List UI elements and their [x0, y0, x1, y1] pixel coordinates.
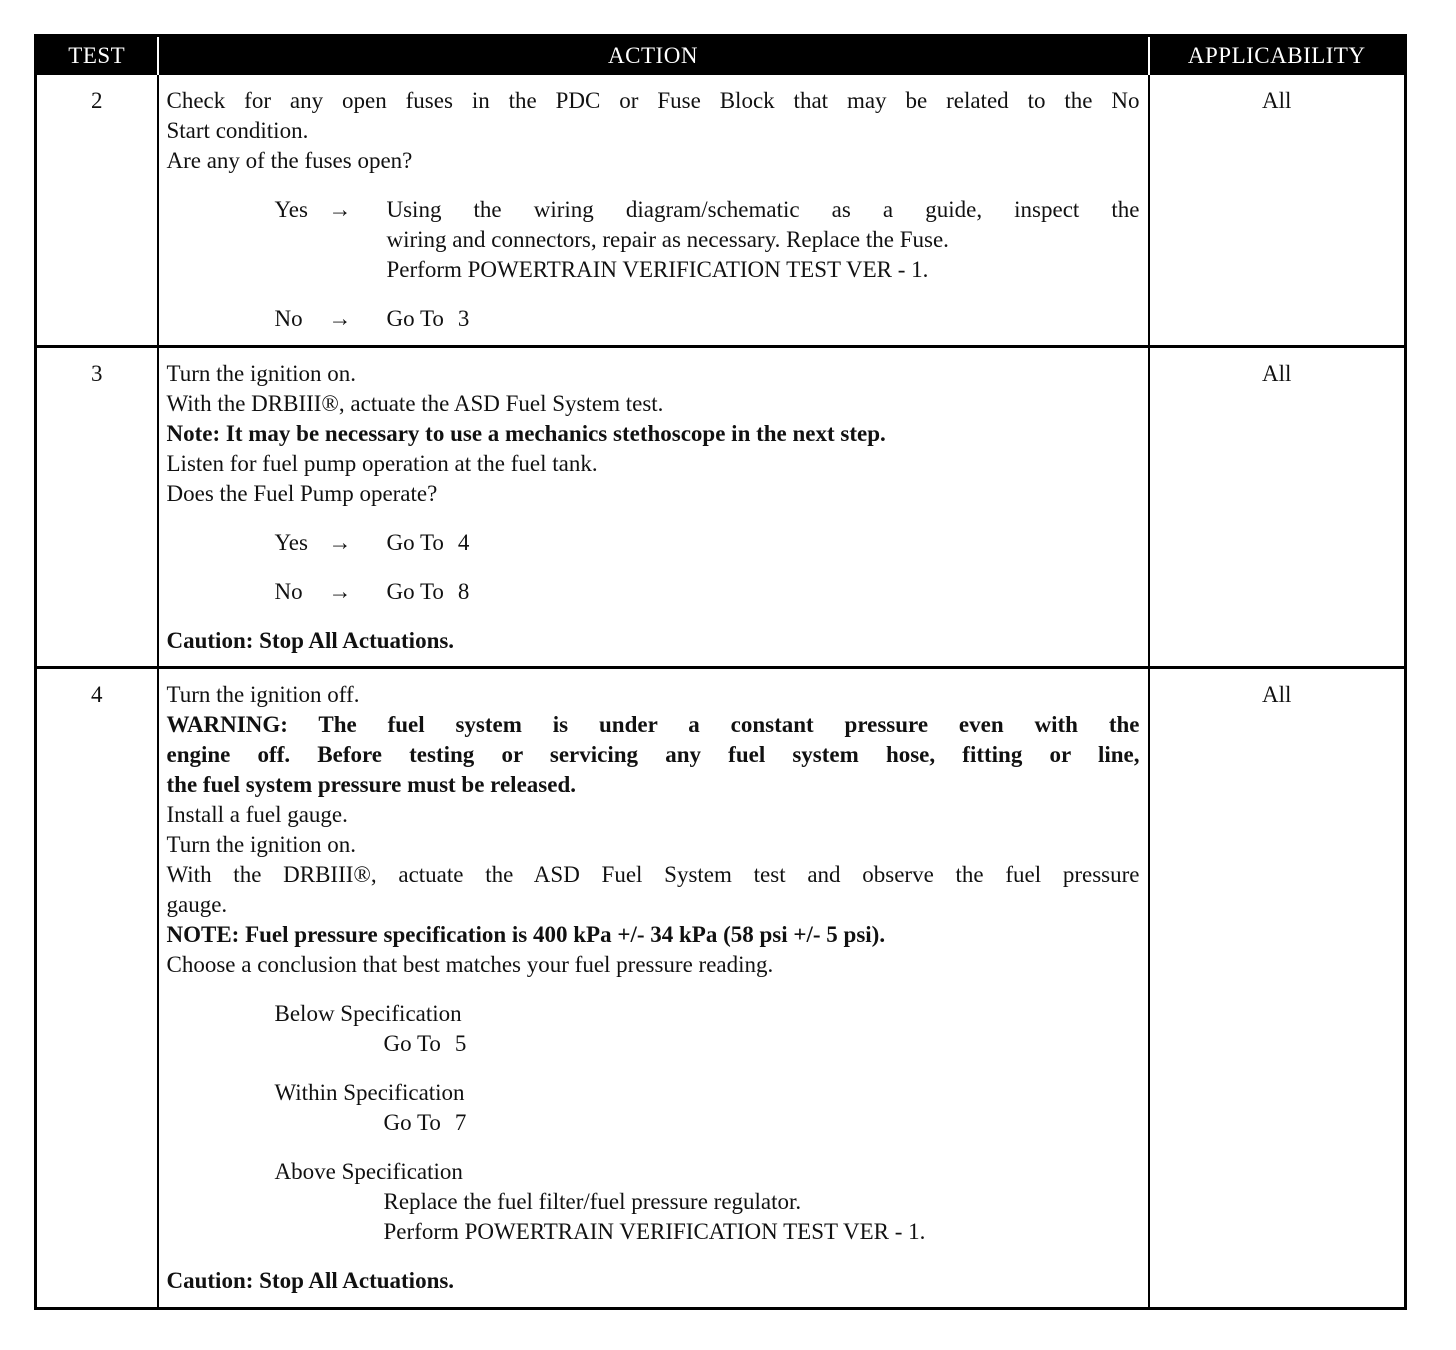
- note-text: Note: It may be necessary to use a mechanics stethoscope in the next step.: [166, 420, 886, 446]
- warning-text: engine off. Before testing or servicing any fuel system hose, fitting or line,: [166, 741, 1140, 767]
- right-arrow-icon: →: [328, 306, 352, 331]
- right-arrow-icon: →: [328, 578, 352, 604]
- note-text: NOTE: Fuel pressure specification is 400 kPa +/- 34 kPa (58 psi +/- 5 psi).: [166, 921, 886, 947]
- conclusion-above-spec: [275, 1157, 1140, 1247]
- goto-number: 3: [457, 306, 470, 331]
- action-text: Install a fuel gauge.: [166, 801, 348, 827]
- yes-result: [387, 195, 1140, 285]
- conclusion-below-spec: [275, 999, 1140, 1059]
- goto-text: Go To: [383, 1109, 441, 1135]
- yes-answer: [275, 195, 1140, 285]
- table-row: [36, 667, 1406, 1308]
- no-result: [387, 577, 1140, 607]
- yes-result: [387, 528, 1140, 558]
- action-text: Turn the ignition off.: [166, 681, 360, 707]
- result-text: wiring and connectors, repair as necessary. Replace the Fuse.: [386, 227, 949, 252]
- conclusion-within-spec: [275, 1078, 1140, 1138]
- action-cell: [158, 75, 1149, 346]
- action-text: gauge.: [166, 891, 228, 917]
- applicability-value: All: [1149, 346, 1406, 667]
- action-text: With the DRBIII®, actuate the ASD Fuel System test.: [166, 390, 664, 416]
- conclusion-result: Perform POWERTRAIN VERIFICATION TEST VER - 1.: [383, 1218, 926, 1244]
- column-header-test: TEST: [36, 36, 158, 76]
- conclusion-label: Within Specification: [274, 1079, 465, 1105]
- question-text: Does the Fuel Pump operate?: [166, 480, 438, 506]
- yes-label: Yes: [274, 197, 308, 222]
- column-header-applicability: APPLICABILITY: [1149, 36, 1406, 76]
- goto-text: Go To: [386, 578, 444, 604]
- no-label: No: [274, 578, 303, 604]
- warning-text: the fuel system pressure must be released.: [166, 771, 576, 797]
- yes-label: Yes: [274, 529, 308, 555]
- no-answer: [275, 577, 1140, 607]
- action-text: Start condition.: [166, 118, 309, 143]
- table-row: [36, 346, 1406, 667]
- table-header-row: [36, 36, 1406, 76]
- goto-text: Go To: [386, 306, 444, 331]
- question-text: Choose a conclusion that best matches your fuel pressure reading.: [166, 951, 774, 977]
- conclusion-label: Below Specification: [274, 1000, 462, 1026]
- action-cell: [158, 667, 1149, 1308]
- no-answer: [275, 304, 1140, 334]
- test-number: 4: [36, 667, 158, 1308]
- table-row: [36, 75, 1406, 346]
- action-text: With the DRBIII®, actuate the ASD Fuel System test and observe the fuel pressure: [166, 861, 1140, 887]
- applicability-value: All: [1149, 75, 1406, 346]
- right-arrow-icon: →: [328, 197, 352, 222]
- goto-text: Go To: [386, 529, 444, 555]
- column-header-action: ACTION: [158, 36, 1149, 76]
- conclusion-result: [384, 1108, 1140, 1138]
- right-arrow-icon: →: [328, 529, 352, 555]
- no-result: [387, 304, 1140, 334]
- test-number: 2: [91, 88, 103, 113]
- question-text: Are any of the fuses open?: [166, 148, 413, 173]
- caution-text: Caution: Stop All Actuations.: [166, 627, 455, 653]
- applicability-value: All: [1149, 667, 1406, 1308]
- diagnostic-test-sheet: [34, 34, 1404, 1310]
- diagnostic-test-table: [34, 34, 1407, 1310]
- conclusion-result: Replace the fuel filter/fuel pressure regulator.: [383, 1188, 802, 1214]
- action-text: Turn the ignition on.: [166, 831, 357, 857]
- test-number: 3: [36, 346, 158, 667]
- yes-answer: [275, 528, 1140, 558]
- goto-number: 8: [457, 578, 470, 604]
- goto-text: Go To: [383, 1030, 441, 1056]
- conclusion-result: [384, 1029, 1140, 1059]
- action-text: Listen for fuel pump operation at the fuel tank.: [166, 450, 598, 476]
- action-text: Check for any open fuses in the PDC or Fuse Block that may be related to the No: [166, 88, 1140, 113]
- result-text: Perform POWERTRAIN VERIFICATION TEST VER - 1.: [386, 257, 929, 282]
- goto-number: 7: [454, 1109, 467, 1135]
- caution-text: Caution: Stop All Actuations.: [166, 1267, 455, 1293]
- action-text: Turn the ignition on.: [166, 360, 357, 386]
- no-label: No: [274, 306, 303, 331]
- warning-text: WARNING: The fuel system is under a constant pressure even with the: [166, 711, 1140, 737]
- action-cell: [158, 346, 1149, 667]
- goto-number: 5: [454, 1030, 467, 1056]
- result-text: Using the wiring diagram/schematic as a guide, inspect the: [386, 197, 1140, 222]
- goto-number: 4: [457, 529, 470, 555]
- conclusion-label: Above Specification: [274, 1158, 463, 1184]
